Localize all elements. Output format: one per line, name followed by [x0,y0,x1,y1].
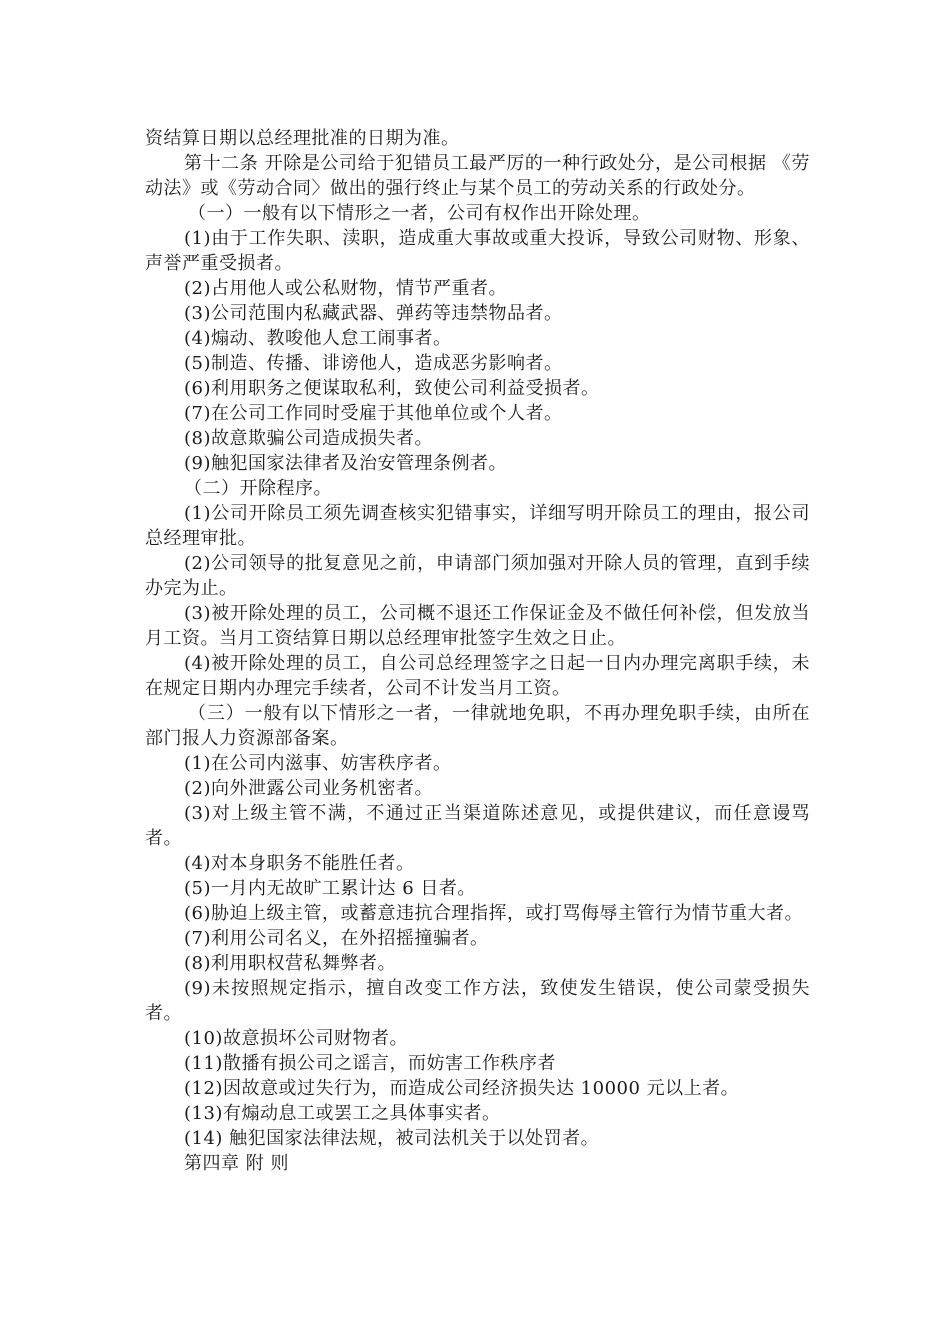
list-item: (7)利用公司名义，在外招摇撞骗者。 [184,928,489,949]
list-item: (8)故意欺骗公司造成损失者。 [184,428,433,449]
list-item: (4)被开除处理的员工，自公司总经理签字之日起一日内办理完离职手续，未在规定日期内办理完手续者，公司不计发当月工资。 [145,653,810,699]
list-item: (2)公司领导的批复意见之前，申请部门须加强对开除人员的管理，直到手续办完为止。 [145,553,810,599]
list-item: (1)由于工作失职、渎职，造成重大事故或重大投诉，导致公司财物、形象、声誉严重受损者。 [145,228,810,274]
list-item: (4)煽动、教唆他人怠工闹事者。 [184,328,452,349]
section-heading-2: （二）开除程序。 [184,478,332,499]
list-item: (3)被开除处理的员工，公司概不退还工作保证金及不做任何补偿，但发放当月工资。当月工资结算日期以总经理审批签字生效之日止。 [145,603,810,649]
list-item: (5)制造、传播、诽谤他人，造成恶劣影响者。 [184,353,563,374]
list-item: (9)未按照规定指示，擅自改变工作方法，致使发生错误，使公司蒙受损失者。 [145,978,810,1024]
list-item: (5)一月内无故旷工累计达 6 日者。 [184,878,476,899]
list-item: (9)触犯国家法律者及治安管理条例者。 [184,453,507,474]
list-item: (6)胁迫上级主管，或蓄意违抗合理指挥，或打骂侮辱主管行为情节重大者。 [184,903,803,924]
list-item: (11)散播有损公司之谣言，而妨害工作秩序者 [184,1053,556,1074]
chapter-heading: 第四章 附 则 [184,1153,289,1174]
list-item: (3)对上级主管不满，不通过正当渠道陈述意见，或提供建议，而任意谩骂者。 [145,803,810,849]
list-item: (2)向外泄露公司业务机密者。 [184,778,433,799]
list-item: (4)对本身职务不能胜任者。 [184,853,415,874]
section-heading-3: （三）一般有以下情形之一者，一律就地免职，不再办理免职手续，由所在部门报人力资源部备案。 [145,703,810,749]
list-item: (7)在公司工作同时受雇于其他单位或个人者。 [184,403,563,424]
list-item: (13)有煽动息工或罢工之具体事实者。 [184,1103,501,1124]
list-item: (12)因故意或过失行为，而造成公司经济损失达 10000 元以上者。 [184,1078,740,1099]
list-item: (10)故意损坏公司财物者。 [184,1028,408,1049]
list-item: (1)公司开除员工须先调查核实犯错事实，详细写明开除员工的理由，报公司总经理审批。 [145,503,810,549]
list-item: (8)利用职权营私舞弊者。 [184,953,396,974]
list-item: (2)占用他人或公私财物，情节严重者。 [184,278,507,299]
list-item: (14) 触犯国家法律法规，被司法机关于以处罚者。 [184,1128,600,1149]
list-item: (3)公司范围内私藏武器、弹药等违禁物品者。 [184,303,563,324]
document-body [145,126,810,1176]
paragraph: 资结算日期以总经理批准的日期为准。 [145,128,460,149]
article-12-paragraph: 第十二条 开除是公司给于犯错员工最严厉的一种行政处分，是公司根据 《劳动法》或《劳动合同〉做出的强行终止与某个员工的劳动关系的行政处分。 [145,153,810,199]
section-heading-1: （一）一般有以下情形之一者，公司有权作出开除处理。 [188,203,651,224]
list-item: (6)利用职务之便谋取私利，致使公司利益受损者。 [184,378,600,399]
list-item: (1)在公司内滋事、妨害秩序者。 [184,753,452,774]
